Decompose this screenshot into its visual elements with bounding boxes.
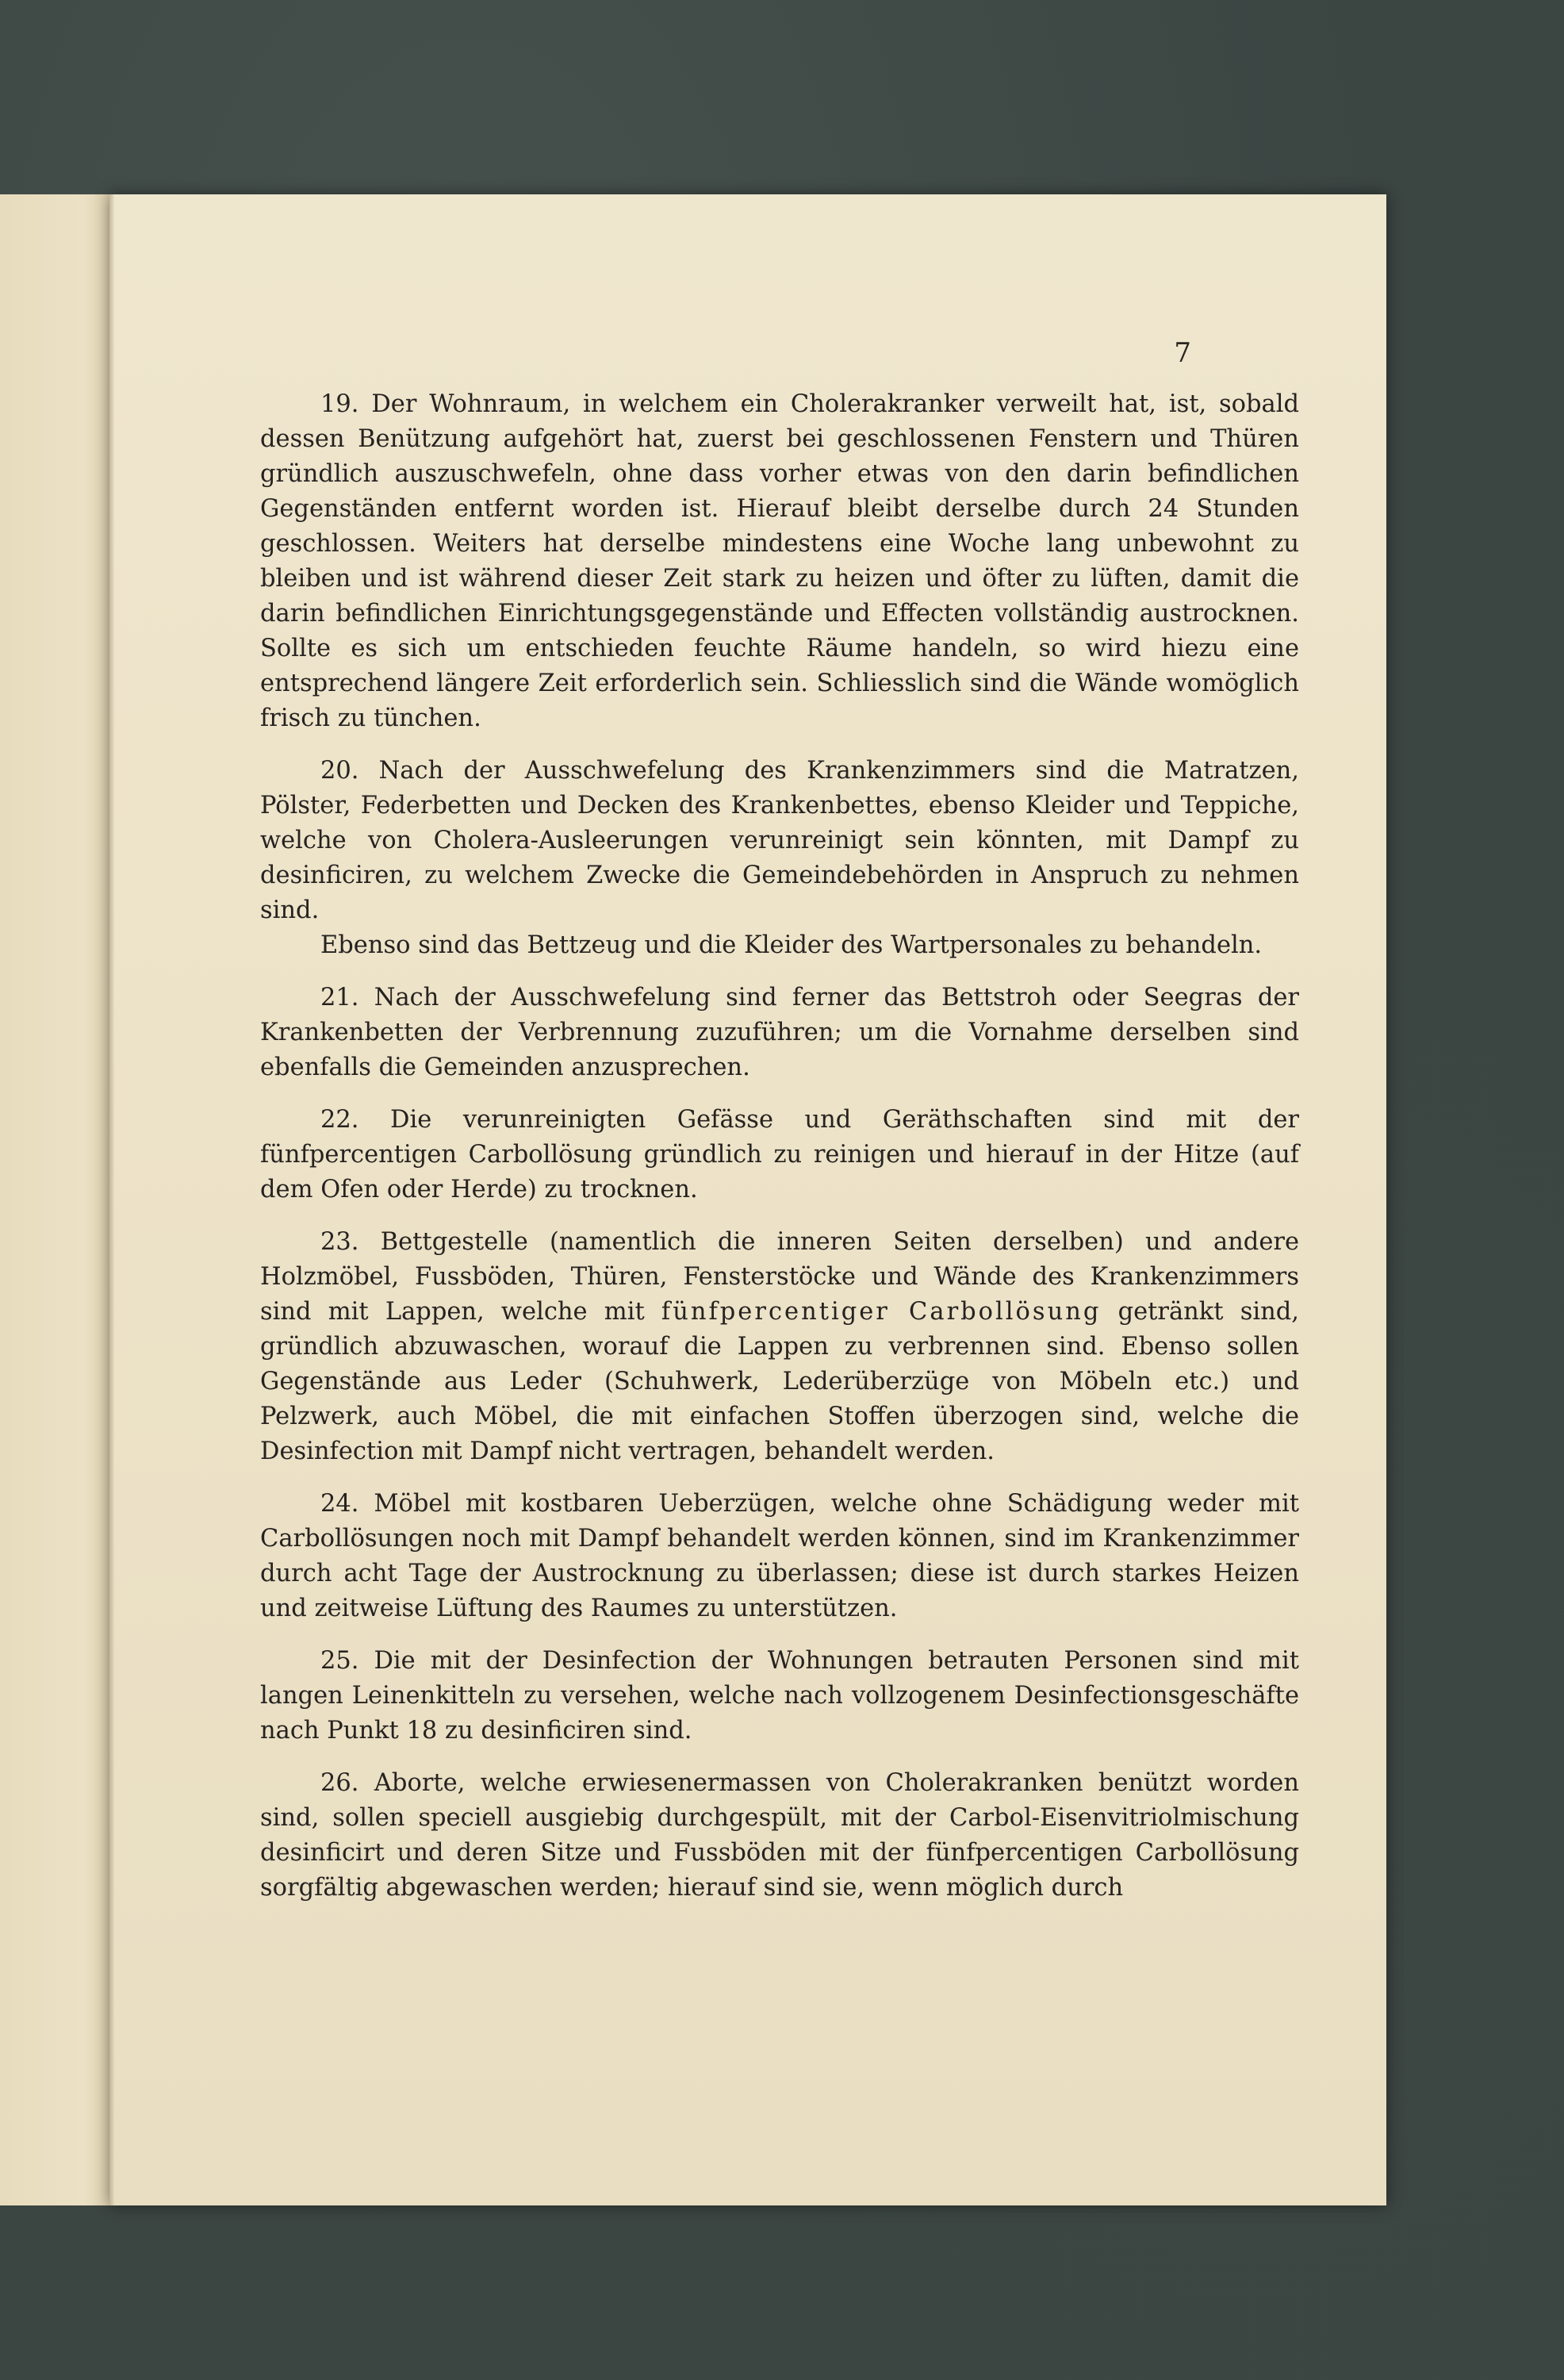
paragraph-20: 20. Nach der Ausschwefelung des Krankenzimmers sind die Matratzen, Pölster, Federbetten und Decken des Krankenbettes, ebenso Kleider und Teppiche, welche von Cholera-Ausleerungen verunreinigt sein könnten, mit Dampf zu desinficiren, zu welchem Zwecke die Gemeindebehörden in Anspruch zu nehmen sind. bbox=[260, 757, 1299, 924]
paragraph-23-emphasis: fünfpercentiger Carbollösung bbox=[661, 1298, 1102, 1326]
paragraph-24: 24. Möbel mit kostbaren Ueberzügen, welche ohne Schädigung weder mit Carbollösungen noch mit Dampf behandelt werden können, sind im Krankenzimmer durch acht Tage der Austrocknung zu überlassen; diese ist durch starkes Heizen und zeitweise Lüftung des Raumes zu unterstützen. bbox=[260, 1490, 1299, 1622]
paragraph-26: 26. Aborte, welche erwiesenermassen von Cholerakranken benützt worden sind, sollen speciell ausgiebig durchgespült, mit der Carbol-Eisenvitriolmischung desinficirt und deren Sitze und Fussböden mit der fünfpercentigen Carbollösung sorgfältig abgewaschen werden; hierauf sind sie, wenn möglich durch bbox=[260, 1769, 1299, 1902]
paragraph-22: 22. Die verunreinigten Gefässe und Geräthschaften sind mit der fünfpercentigen Carbollösung gründlich zu reinigen und hierauf in der Hitze (auf dem Ofen oder Herde) zu trocknen. bbox=[260, 1106, 1299, 1203]
paragraph-21: 21. Nach der Ausschwefelung sind ferner das Bettstroh oder Seegras der Krankenbetten der Verbrennung zuzuführen; um die Vornahme derselben sind ebenfalls die Gemeinden anzusprechen. bbox=[260, 984, 1299, 1081]
paragraph-23-end: getränkt sind, gründlich abzuwaschen, worauf die Lappen zu verbrennen sind. Ebenso sollen Gegenstände aus Leder (Schuhwerk, Lederüberzüge von Möbeln etc.) und Pelzwerk, auch Möbel, die mit einfachen Stoffen überzogen sind, welche die Desinfection mit Dampf nicht vertragen, behandelt werden. bbox=[260, 1298, 1299, 1465]
page-fold-edge bbox=[109, 194, 114, 2205]
paragraph-20-continuation: Ebenso sind das Bettzeug und die Kleider des Wartpersonales zu behandeln. bbox=[320, 931, 1263, 959]
paragraph-19: 19. Der Wohnraum, in welchem ein Cholerakranker verweilt hat, ist, sobald dessen Benützung aufgehört hat, zuerst bei geschlossenen Fenstern und Thüren gründlich auszuschwefeln, ohne dass vorher etwas von den darin befindlichen Gegenständen entfernt worden ist. Hierauf bleibt derselbe durch 24 Stunden geschlossen. Weiters hat derselbe mindestens eine Woche lang unbewohnt zu bleiben und ist während dieser Zeit stark zu heizen und öfter zu lüften, damit die darin befindlichen Einrichtungsgegenstände und Effecten vollständig austrocknen. Sollte es sich um entschieden feuchte Räume handeln, so wird hiezu eine entsprechend längere Zeit erforderlich sein. Schliesslich sind die Wände womöglich frisch zu tünchen. bbox=[260, 390, 1299, 732]
paragraph-25: 25. Die mit der Desinfection der Wohnungen betrauten Personen sind mit langen Leinenkitteln zu versehen, welche nach vollzogenem Desinfectionsgeschäfte nach Punkt 18 zu desinficiren sind. bbox=[260, 1647, 1299, 1745]
paragraph-23 bbox=[260, 1225, 1299, 1469]
paragraph-23-start: 23. Bettgestelle (namentlich die inneren Seiten derselben) und andere Holzmöbel, Fussböden, Thüren, Fensterstöcke und Wände des Krankenzimmers sind mit Lappen, welche mit bbox=[260, 1228, 1299, 1326]
page-number: 7 bbox=[1174, 337, 1191, 369]
document-page bbox=[109, 194, 1386, 2205]
underlying-sheet bbox=[0, 194, 119, 2205]
page-body bbox=[260, 387, 1299, 1923]
